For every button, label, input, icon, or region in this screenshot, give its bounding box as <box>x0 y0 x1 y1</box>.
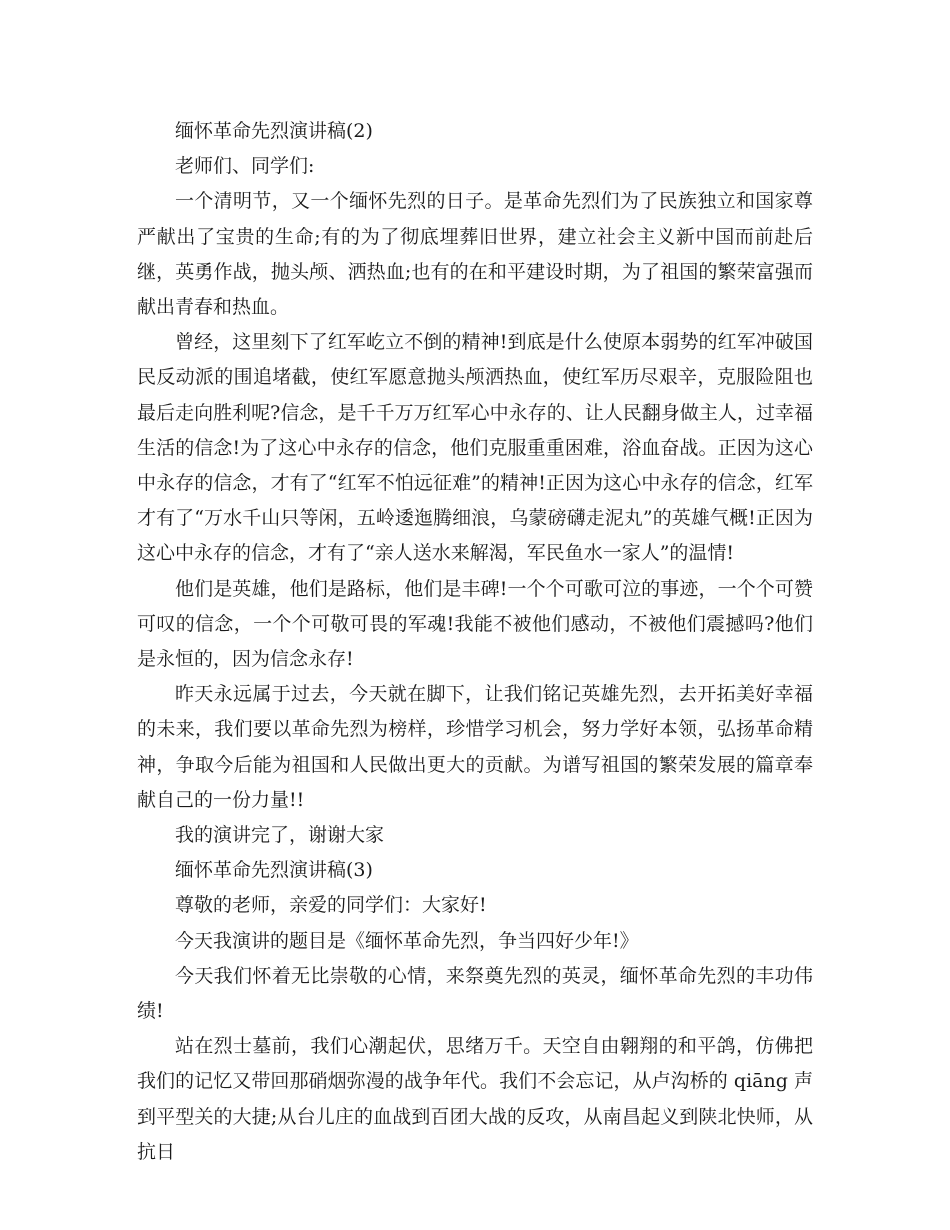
speech-title-line: 今天我演讲的题目是《缅怀革命先烈，争当四好少年!》 <box>175 929 639 952</box>
body-paragraph: 一个清明节，又一个缅怀先烈的日子。是革命先烈们为了民族独立和国家尊严献出了宝贵的生命;有的为了彻底埋葬旧世界，建立社会主义新中国而前赴后继，英勇作战，抛头颅、洒热血;也有的在和平建设时期，为了祖国的繁荣富强而献出青春和热血。 <box>137 190 813 319</box>
section-heading-3: 缅怀革命先烈演讲稿(3) <box>175 859 373 882</box>
salutation: 老师们、同学们: <box>175 155 315 178</box>
body-paragraph: 曾经，这里刻下了红军屹立不倒的精神!到底是什么使原本弱势的红军冲破国民反动派的围追堵截，使红军愿意抛头颅洒热血，使红军历尽艰辛，克服险阻也最后走向胜利呢?信念，是千千万万红军心中永存的、让人民翻身做主人，过幸福生活的信念!为了这心中永存的信念，他们克服重重困难，浴血奋战。正因为这心中永存的信念，才有了“红军不怕远征难”的精神!正因为这心中永存的信念，红军才有了“万水千山只等闲，五岭逶迤腾细浪，乌蒙磅礴走泥丸”的英雄气概!正因为这心中永存的信念，才有了“亲人送水来解渴，军民鱼水一家人”的温情! <box>137 331 813 565</box>
body-paragraph: 昨天永远属于过去，今天就在脚下，让我们铭记英雄先烈，去开拓美好幸福的未来，我们要以革命先烈为榜样，珍惜学习机会，努力学好本领，弘扬革命精神，争取今后能为祖国和人民做出更大的贡献。为谱写祖国的繁荣发展的篇章奉献自己的一份力量!! <box>137 683 813 811</box>
body-paragraph: 今天我们怀着无比崇敬的心情，来祭奠先烈的英灵，缅怀革命先烈的丰功伟绩! <box>137 964 813 1023</box>
salutation: 尊敬的老师，亲爱的同学们：大家好! <box>175 894 487 917</box>
body-paragraph: 他们是英雄，他们是路标，他们是丰碑!一个个可歌可泣的事迹，一个个可赞可叹的信念，一个个可敬可畏的军魂!我能不被他们感动，不被他们震撼吗?他们是永恒的，因为信念永存! <box>137 577 813 671</box>
closing-line: 我的演讲完了，谢谢大家 <box>175 824 385 847</box>
document-body <box>137 114 813 1170</box>
body-paragraph: 站在烈士墓前，我们心潮起伏，思绪万千。天空自由翱翔的和平鸽，仿佛把我们的记忆又带回那硝烟弥漫的战争年代。我们不会忘记，从卢沟桥的 qiāng 声到平型关的大捷;从台儿庄的血战到百团大战的反攻，从南昌起义到陕北快师，从抗日 <box>137 1035 813 1163</box>
section-heading-2: 缅怀革命先烈演讲稿(2) <box>175 120 373 142</box>
